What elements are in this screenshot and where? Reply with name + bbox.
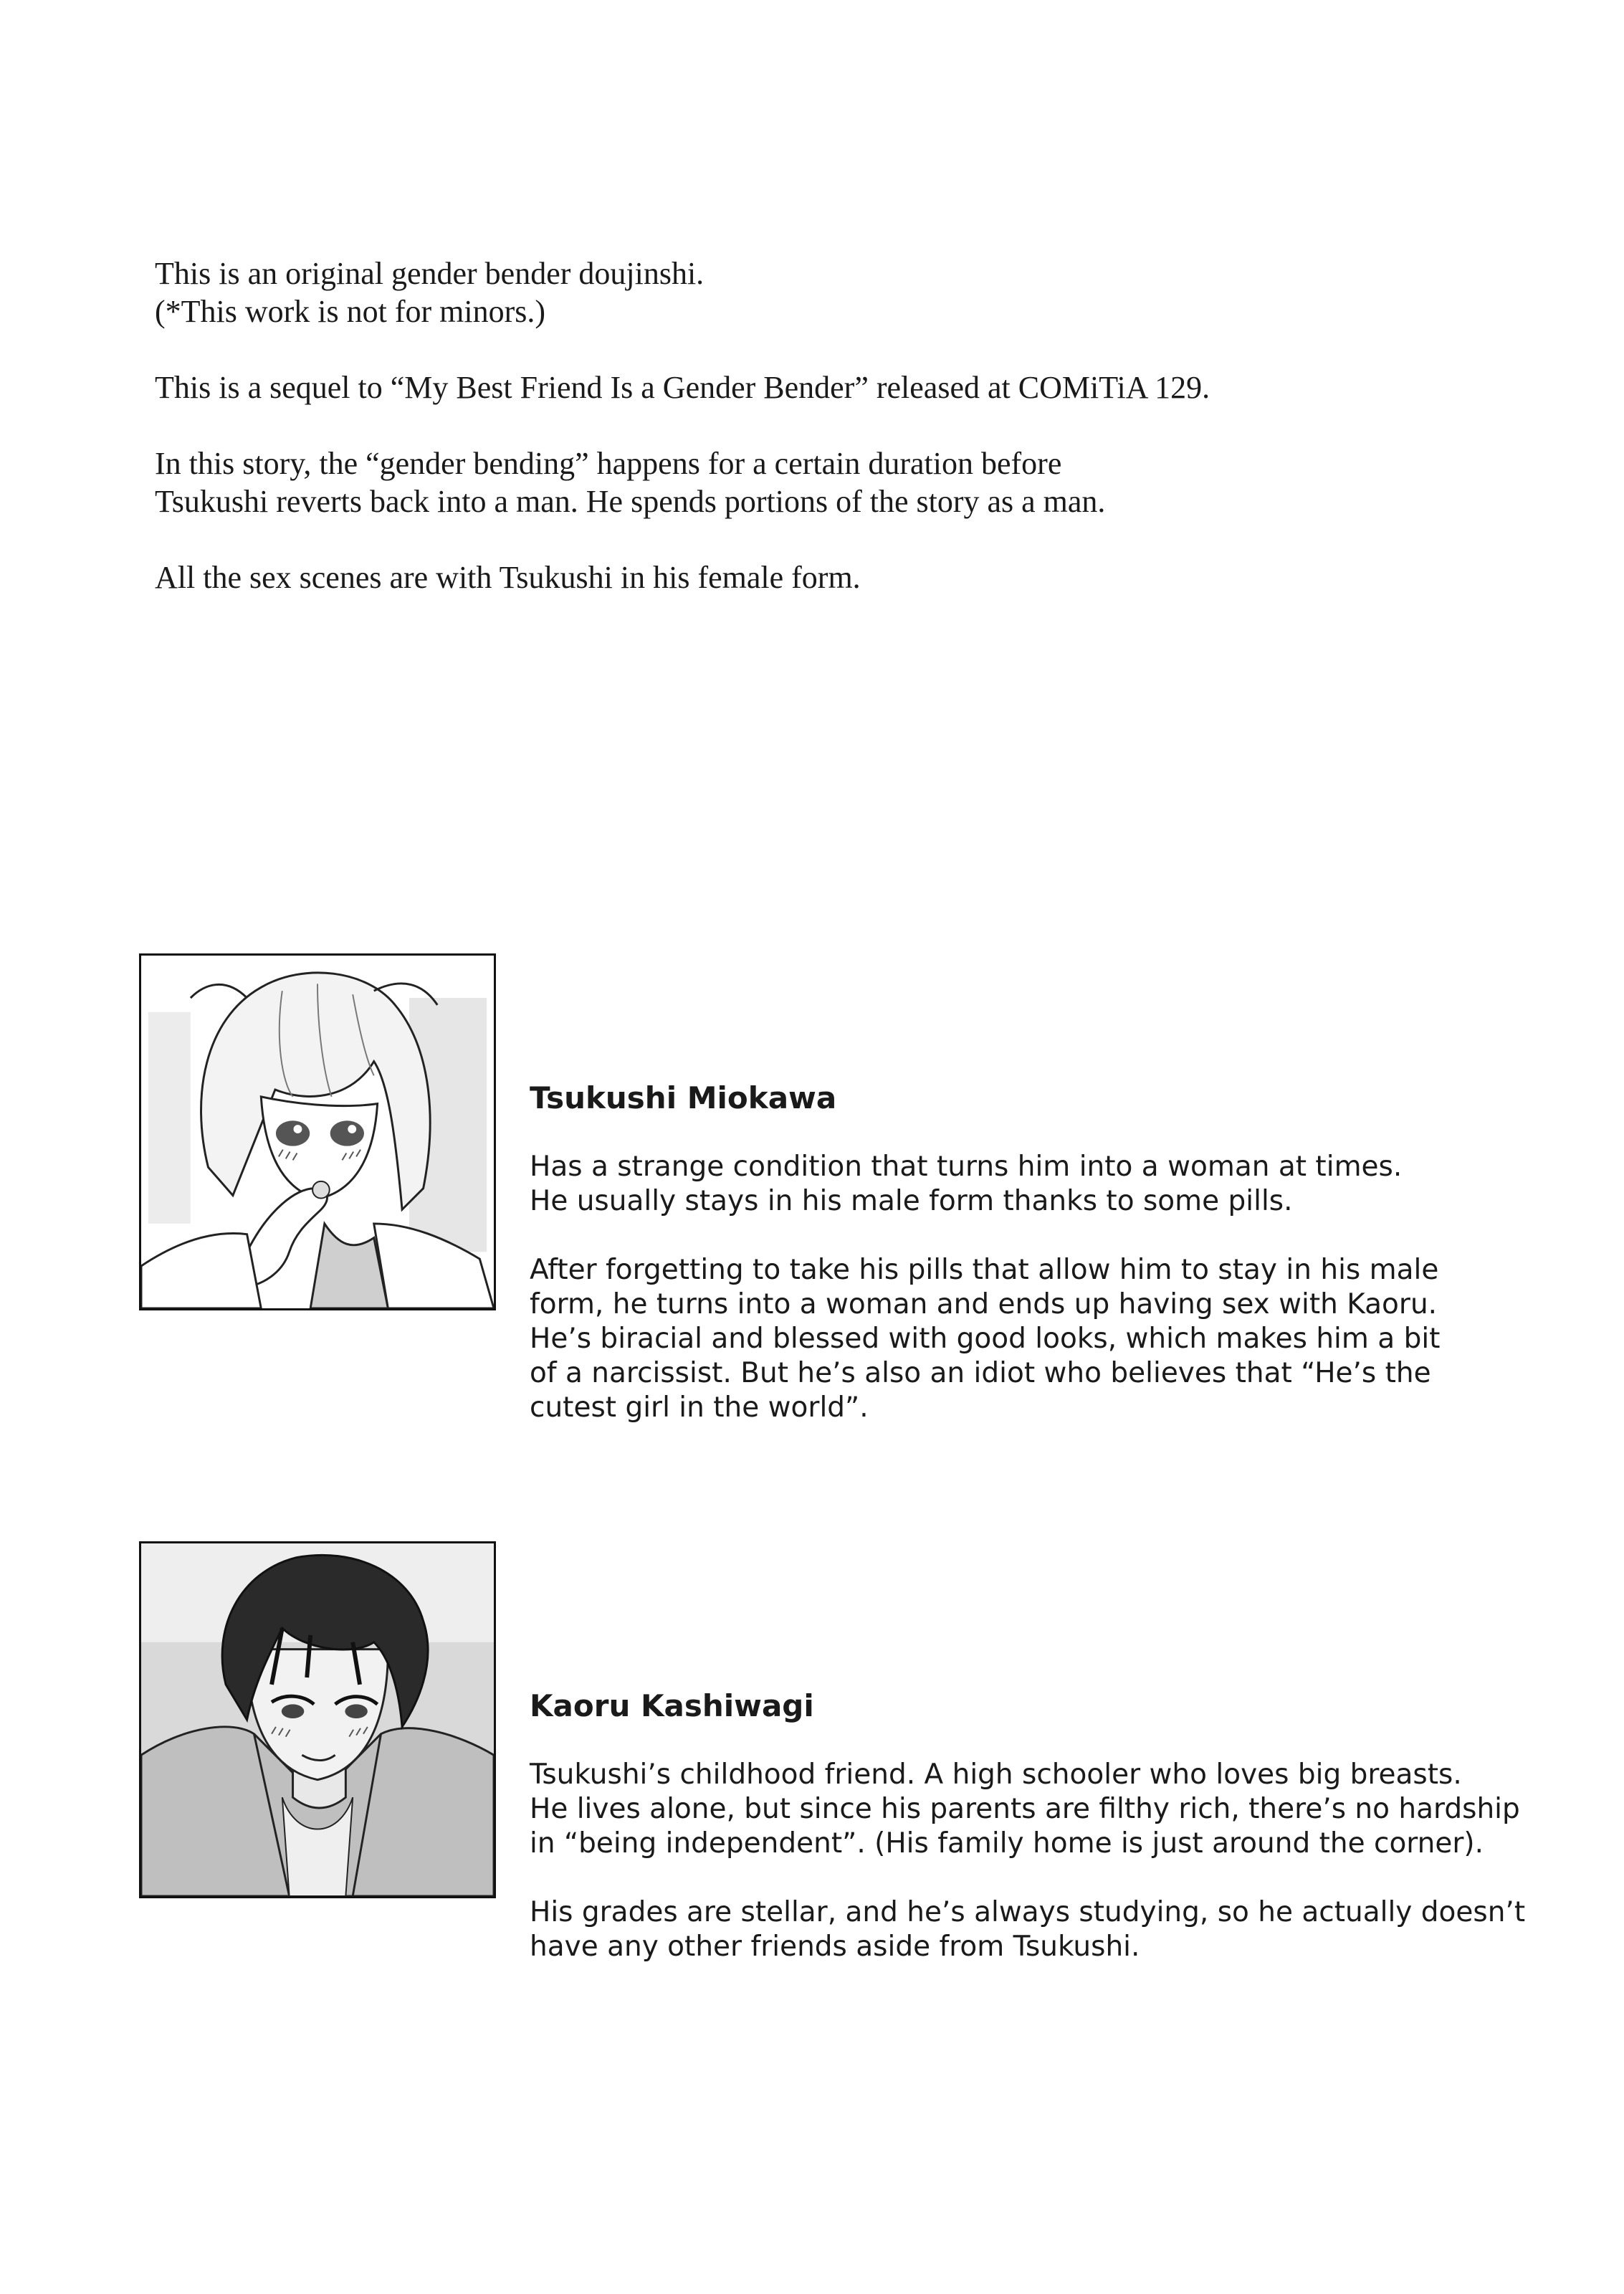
- description-line: have any other friends aside from Tsukushi.: [530, 1931, 1140, 1963]
- description-line: cutest girl in the world”.: [530, 1391, 869, 1424]
- tsukushi-illustration: [141, 956, 494, 1308]
- description-line: form, he turns into a woman and ends up having sex with Kaoru.: [530, 1288, 1438, 1320]
- intro-line: Tsukushi reverts back into a man. He spends portions of the story as a man.: [155, 484, 1106, 519]
- character-description: [530, 1895, 1533, 1964]
- character-name: Tsukushi Miokawa: [530, 1080, 837, 1115]
- kaoru-portrait: [139, 1541, 496, 1898]
- intro-paragraph: [155, 558, 1481, 596]
- intro-line: This is an original gender bender doujinshi.: [155, 256, 704, 291]
- description-line: After forgetting to take his pills that allow him to stay in his male: [530, 1254, 1439, 1286]
- character-description: [530, 1150, 1533, 1219]
- tsukushi-portrait: [139, 953, 496, 1310]
- intro-paragraph: [155, 368, 1481, 406]
- intro-paragraph: [155, 444, 1481, 520]
- intro-line: In this story, the “gender bending” happens for a certain duration before: [155, 446, 1062, 481]
- intro-line: All the sex scenes are with Tsukushi in his female form.: [155, 560, 861, 595]
- description-line: He usually stays in his male form thanks to some pills.: [530, 1185, 1293, 1217]
- description-line: He lives alone, but since his parents are filthy rich, there’s no hardship: [530, 1793, 1520, 1825]
- intro-text: [155, 254, 1481, 634]
- character-name: Kaoru Kashiwagi: [530, 1688, 814, 1723]
- character-description: [530, 1758, 1533, 1861]
- tsukushi-profile: [530, 1081, 1533, 1460]
- character-description: [530, 1253, 1533, 1425]
- description-line: Tsukushi’s childhood friend. A high schooler who loves big breasts.: [530, 1758, 1462, 1791]
- description-line: His grades are stellar, and he’s always studying, so he actually doesn’t: [530, 1896, 1526, 1928]
- description-line: in “being independent”. (His family home is just around the corner).: [530, 1827, 1484, 1860]
- description-line: of a narcissist. But he’s also an idiot who believes that “He’s the: [530, 1357, 1431, 1389]
- intro-paragraph: [155, 254, 1481, 330]
- intro-line: This is a sequel to “My Best Friend Is a Gender Bender” released at COMiTiA 129.: [155, 370, 1210, 405]
- intro-line: (*This work is not for minors.): [155, 294, 546, 329]
- description-line: He’s biracial and blessed with good looks, which makes him a bit: [530, 1323, 1441, 1355]
- kaoru-illustration: [141, 1543, 494, 1896]
- kaoru-profile: [530, 1689, 1533, 1999]
- description-line: Has a strange condition that turns him into a woman at times.: [530, 1151, 1403, 1183]
